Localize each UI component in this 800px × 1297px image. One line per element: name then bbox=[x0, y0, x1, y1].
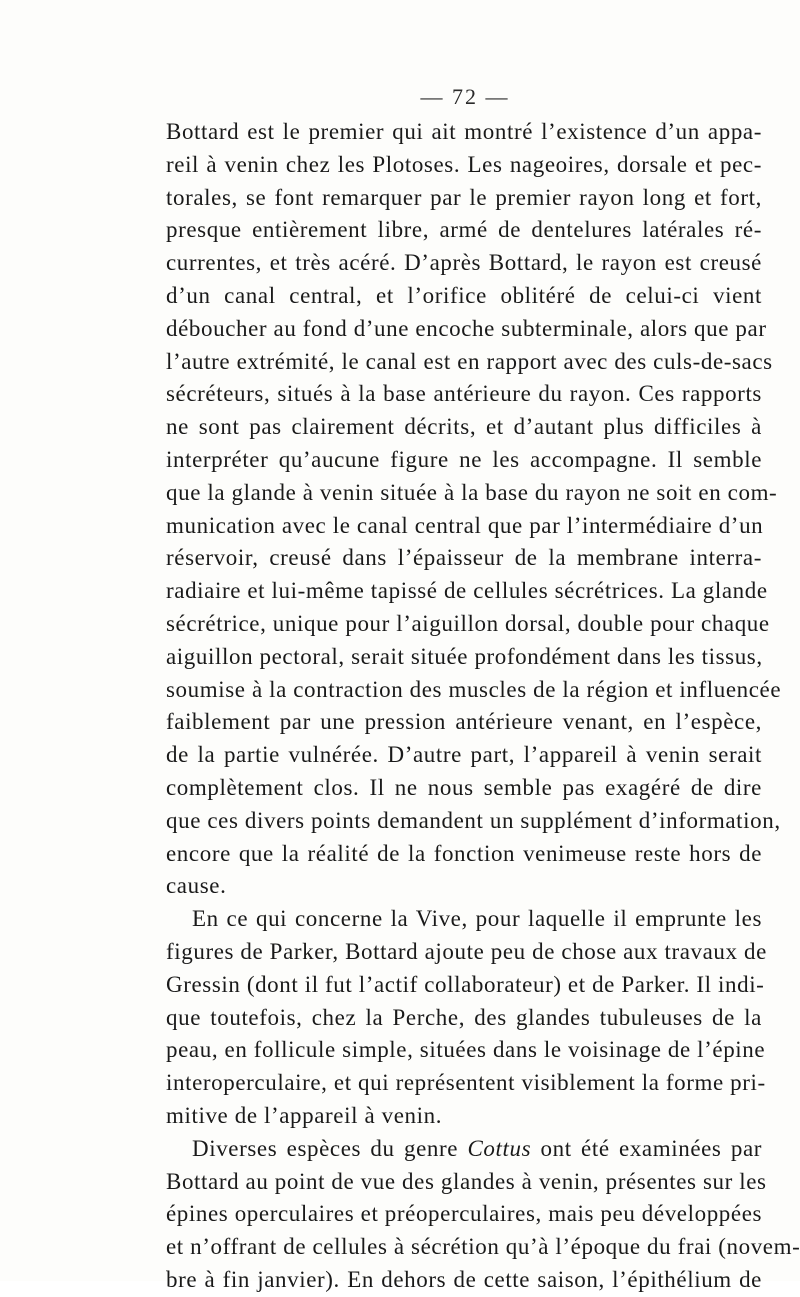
text-line: ne sont pas clairement décrits, et d’autant plus difficiles à bbox=[166, 414, 762, 440]
text-line: sécréteurs, situés à la base antérieure du rayon. Ces rapports bbox=[166, 381, 762, 407]
text-line: que ces divers points demandent un supplément d’information, bbox=[166, 807, 781, 833]
text-line: presque entièrement libre, armé de dentelures latérales ré- bbox=[166, 217, 762, 243]
text-line: Bottard est le premier qui ait montré l’existence d’un appa- bbox=[166, 119, 762, 144]
genus-name: Cottus bbox=[467, 1135, 532, 1161]
text-line: Bottard au point de vue des glandes à venin, présentes sur les bbox=[166, 1168, 767, 1194]
text-line: encore que la réalité de la fonction venimeuse reste hors de bbox=[166, 840, 762, 866]
text-line: complètement clos. Il ne nous semble pas exagéré de dire bbox=[166, 774, 762, 800]
text-line: faiblement par une pression antérieure venant, en l’espèce, bbox=[166, 709, 762, 735]
text-line: mitive de l’appareil à venin. bbox=[166, 1102, 443, 1128]
text-line: interoperculaire, et qui représentent visiblement la forme pri- bbox=[166, 1070, 766, 1096]
text-line: currentes, et très acéré. D’après Bottard, le rayon est creusé bbox=[166, 250, 762, 276]
text-line bbox=[166, 1133, 762, 1166]
text-line: épines operculaires et préoperculaires, mais peu développées bbox=[166, 1201, 763, 1227]
text-line: peau, en follicule simple, situées dans le voisinage de l’épine bbox=[166, 1037, 766, 1063]
text-line: radiaire et lui-même tapissé de cellules sécrétrices. La glande bbox=[166, 578, 768, 604]
text-line: de la partie vulnérée. D’autre part, l’appareil à venin serait bbox=[166, 742, 762, 768]
text-line: Gressin (dont il fut l’actif collaborateur) et de Parker. Il indi- bbox=[166, 971, 765, 997]
text-fragment: ont été examinées par bbox=[540, 1135, 763, 1161]
text-line: cause. bbox=[166, 873, 227, 899]
text-line: figures de Parker, Bottard ajoute peu de chose aux travaux de bbox=[166, 938, 767, 964]
text-line: sécrétrice, unique pour l’aiguillon dorsal, double pour chaque bbox=[166, 610, 770, 636]
text-line: et n’offrant de cellules à sécrétion qu’à l’époque du frai (novem- bbox=[166, 1234, 800, 1260]
body-text bbox=[166, 116, 800, 1297]
text-line: que la glande à venin située à la base du rayon ne soit en com- bbox=[166, 479, 778, 505]
text-line: que toutefois, chez la Perche, des glandes tubuleuses de la bbox=[166, 1004, 762, 1030]
text-line: munication avec le canal central que par l’intermédiaire d’un bbox=[166, 512, 764, 538]
text-line: torales, se font remarquer par le premier rayon long et fort, bbox=[166, 184, 762, 210]
text-line: soumise à la contraction des muscles de la région et influencée bbox=[166, 676, 782, 702]
text-line: bre à fin janvier). En dehors de cette saison, l’épithélium de bbox=[166, 1266, 762, 1292]
text-line: l’autre extrémité, le canal est en rapport avec des culs-de-sacs bbox=[166, 348, 773, 374]
text-line: aiguillon pectoral, serait située profondément dans les tissus, bbox=[166, 643, 763, 669]
text-line: interpréter qu’aucune figure ne les accompagne. Il semble bbox=[166, 446, 762, 472]
text-line: réservoir, creusé dans l’épaisseur de la membrane interra- bbox=[166, 545, 762, 571]
text-line: déboucher au fond d’une encoche subterminale, alors que par bbox=[166, 315, 767, 341]
text-line: d’un canal central, et l’orifice oblitéré de celui-ci vient bbox=[166, 282, 762, 308]
text-line: En ce qui concerne la Vive, pour laquelle il emprunte les bbox=[192, 906, 762, 932]
text-line: reil à venin chez les Plotoses. Les nageoires, dorsale et pec- bbox=[166, 151, 762, 177]
text-fragment: Diverses espèces du genre bbox=[192, 1135, 459, 1161]
page-number: — 72 — bbox=[420, 84, 510, 109]
